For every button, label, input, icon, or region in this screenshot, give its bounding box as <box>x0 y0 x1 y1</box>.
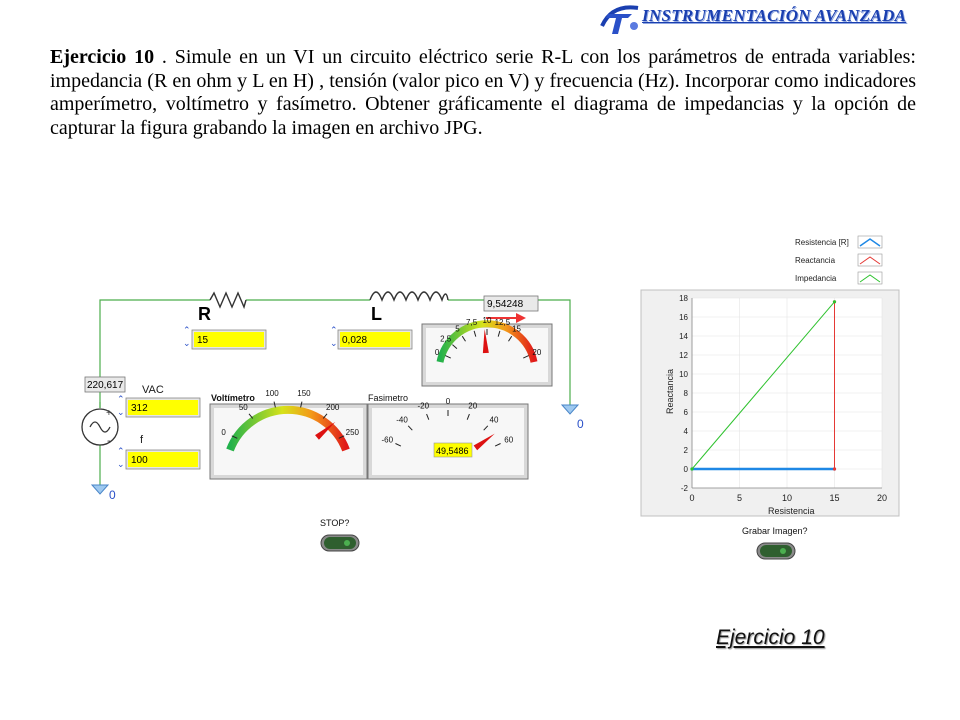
voltmeter-title: Voltímetro <box>211 393 255 403</box>
ammeter-tick-label: 2,5 <box>440 334 452 344</box>
phasemeter-title: Fasimetro <box>368 393 409 403</box>
phasemeter <box>368 393 528 479</box>
chart-xlabel: Resistencia <box>768 506 815 516</box>
impedance-diagram-panel <box>640 232 902 520</box>
vac-label: VAC <box>142 384 164 396</box>
legend-reactance-label: Reactancia <box>795 256 836 265</box>
resistor-label: R <box>198 304 211 324</box>
chart-y-tick-label: 2 <box>683 446 688 455</box>
ground-right-icon <box>562 405 578 414</box>
chart-y-tick-label: 8 <box>683 389 688 398</box>
chart-y-tick-label: 18 <box>679 294 688 303</box>
stop-button[interactable] <box>320 534 360 552</box>
save-image-label: Grabar Imagen? <box>742 526 808 536</box>
ammeter-tick-label: 10 <box>482 316 492 325</box>
voltmeter-tick-label: 100 <box>265 388 279 398</box>
chart-point-reactance <box>833 467 836 470</box>
current-readout: 9,54248 <box>487 299 524 310</box>
university-logo-icon <box>598 2 642 36</box>
phasemeter-tick-label: -20 <box>417 401 430 411</box>
source-readout: 220,617 <box>87 380 124 391</box>
chart-x-tick-label: 10 <box>781 493 793 503</box>
phasemeter-tick-label: 40 <box>489 415 499 425</box>
r-increment-icon[interactable]: ⌃ <box>183 325 191 335</box>
chart-y-tick-label: 10 <box>679 370 688 379</box>
f-label: f <box>140 434 144 446</box>
ammeter-tick-label: 7,5 <box>466 318 478 328</box>
chart-y-tick-label: 0 <box>683 465 688 474</box>
resistor-symbol <box>210 293 246 307</box>
exercise-heading: Ejercicio 10 <box>50 46 155 68</box>
ground-left-icon <box>92 485 108 494</box>
phasemeter-tick-label: -40 <box>396 415 408 425</box>
svg-text:-: - <box>107 435 111 447</box>
phasemeter-readout: 49,5486 <box>436 446 469 456</box>
vac-decrement-icon[interactable]: ⌄ <box>117 407 125 417</box>
chart-x-tick-label: 5 <box>736 493 743 503</box>
l-value: 0,028 <box>342 335 368 346</box>
legend-impedance-label: Impedancia <box>795 274 837 283</box>
voltmeter <box>210 389 367 479</box>
r-control[interactable] <box>183 325 266 349</box>
save-image-button[interactable] <box>756 542 796 560</box>
phasemeter-tick-label: 60 <box>504 435 514 445</box>
f-value: 100 <box>131 455 148 466</box>
stop-control <box>320 518 380 558</box>
chart-x-tick-label: 20 <box>876 493 888 503</box>
voltmeter-tick-label: 250 <box>345 427 360 437</box>
ammeter-tick-label: 20 <box>532 347 542 357</box>
phasemeter-tick-label: 20 <box>468 401 478 411</box>
ground-left-label: 0 <box>109 488 116 502</box>
chart-ylabel: Reactancia <box>665 368 675 414</box>
vac-control[interactable] <box>117 394 200 417</box>
voltmeter-tick-label: 200 <box>326 402 340 412</box>
course-title: INSTRUMENTACIÓN AVANZADA <box>642 6 907 25</box>
ground-right-label: 0 <box>577 417 584 431</box>
inductor-symbol <box>370 292 448 300</box>
voltmeter-tick-label: 150 <box>297 388 311 398</box>
chart-y-tick-label: 16 <box>679 313 688 322</box>
f-decrement-icon[interactable]: ⌄ <box>117 459 125 469</box>
r-decrement-icon[interactable]: ⌄ <box>183 338 191 348</box>
l-decrement-icon[interactable]: ⌄ <box>330 338 338 348</box>
exercise-statement <box>50 46 916 140</box>
exercise-body: . Simule en un VI un circuito eléctrico serie R-L con los parámetros de entrada variables: impedancia (R en ohm y L en H) , tensión (valor pico en V) y frecuencia (Hz). Incorporar como indicadores amperímetro, voltímetro y fasímetro. Obtener gráficamente el diagrama de impedancias y la opción de capturar la figura grabando la imagen en archivo JPG. <box>50 46 916 139</box>
vac-increment-icon[interactable]: ⌃ <box>117 394 125 404</box>
stop-label: STOP? <box>320 518 350 528</box>
ac-source-symbol <box>82 392 118 447</box>
chart-y-tick-label: 4 <box>683 427 688 436</box>
f-control[interactable] <box>117 446 200 469</box>
legend-resistance-label: Resistencia [R] <box>795 238 849 247</box>
f-increment-icon[interactable]: ⌃ <box>117 446 125 456</box>
vac-value: 312 <box>131 403 148 414</box>
chart-point-impedance <box>833 300 836 303</box>
rl-circuit-panel <box>80 280 584 510</box>
l-increment-icon[interactable]: ⌃ <box>330 325 338 335</box>
inductor-label: L <box>371 304 382 324</box>
ammeter-tick-label: 12,5 <box>494 318 511 328</box>
chart-point-impedance <box>690 467 693 470</box>
save-image-control <box>742 526 832 566</box>
l-control[interactable] <box>330 325 412 349</box>
chart-y-tick-label: 6 <box>683 408 688 417</box>
chart-x-tick-label: 0 <box>689 493 695 503</box>
chart-legend <box>795 236 882 284</box>
exercise-footer-link[interactable]: Ejercicio 10 <box>716 626 825 649</box>
r-value: 15 <box>197 335 209 346</box>
chart-y-tick-label: 12 <box>679 351 688 360</box>
ammeter-tick-label: 0 <box>434 347 440 357</box>
ammeter-tick-label: 15 <box>512 324 522 334</box>
chart-y-tick-label: -2 <box>680 484 688 493</box>
phasemeter-tick-label: 0 <box>445 397 451 406</box>
voltmeter-tick-label: 50 <box>238 402 248 412</box>
phasemeter-tick-label: -60 <box>381 435 394 445</box>
chart-y-tick-label: 14 <box>679 332 688 341</box>
svg-text:+: + <box>106 408 112 419</box>
ammeter-tick-label: 5 <box>455 324 460 334</box>
ammeter <box>422 316 552 386</box>
voltmeter-tick-label: 0 <box>221 427 226 437</box>
chart-x-tick-label: 15 <box>829 493 840 503</box>
